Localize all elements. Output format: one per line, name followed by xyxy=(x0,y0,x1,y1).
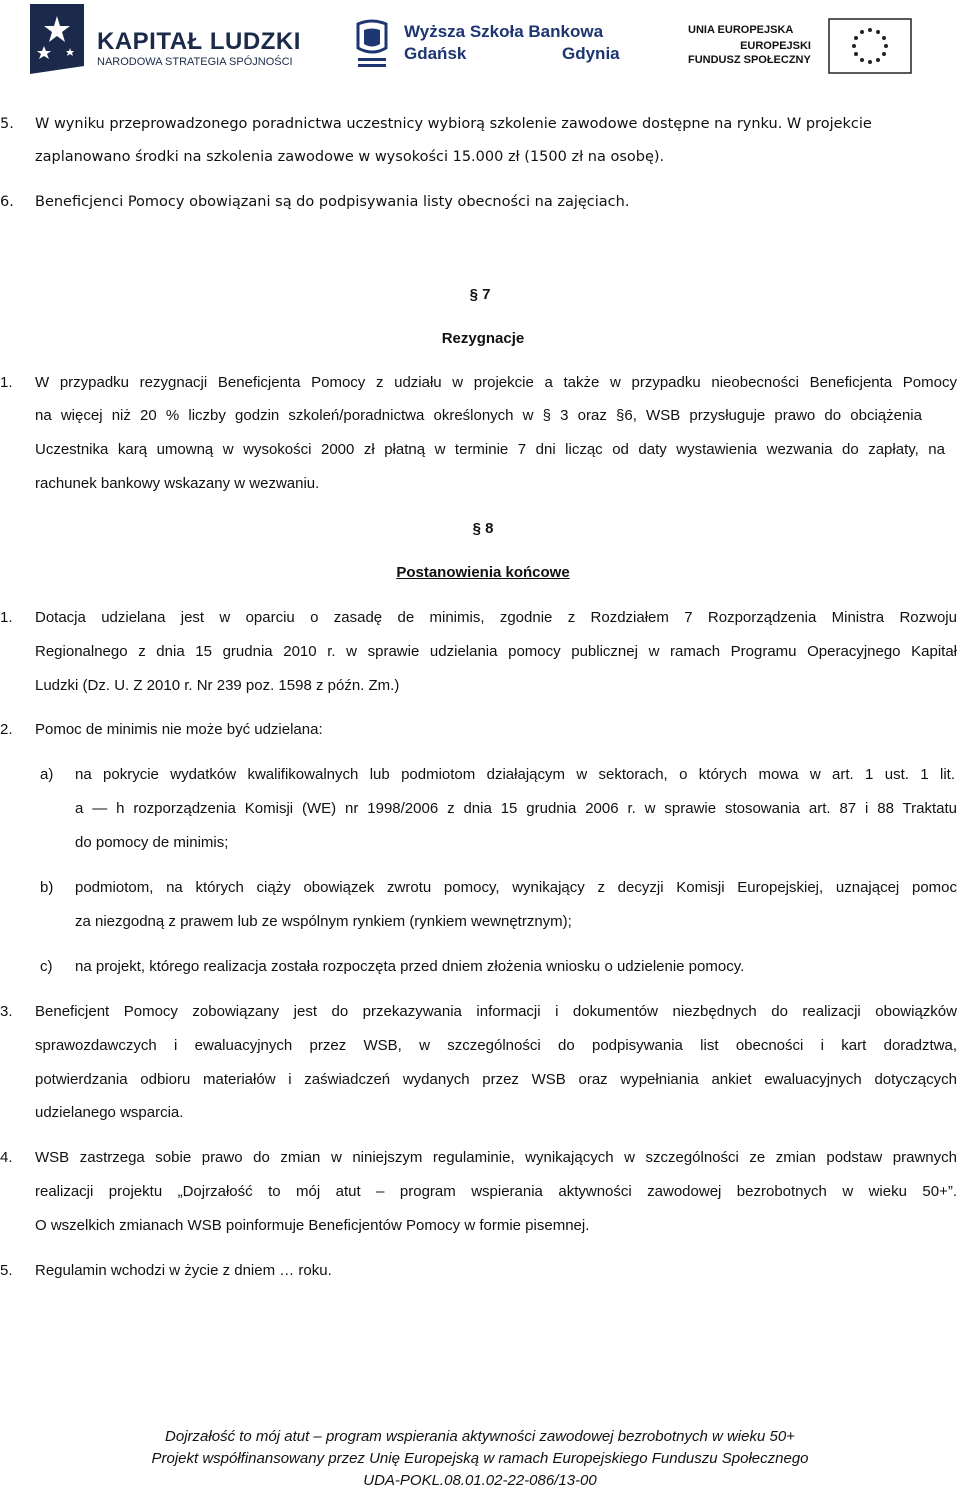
ue-line-3: FUNDUSZ SPOŁECZNY xyxy=(688,54,811,66)
item-text: zaplanowano środki na szkolenia zawodowe w wysokości 15.000 zł (1500 zł na osobę). xyxy=(35,149,665,165)
item-text: Pomoc de minimis nie może być udzielana: xyxy=(35,721,323,738)
item-text: Regionalnego z dnia 15 grudnia 2010 r. w sprawie udzielania pomocy publicznej w ramach Programu Operacyjnego Kapitał xyxy=(35,643,957,660)
item-text: udzielanego wsparcia. xyxy=(35,1104,184,1121)
wsb-name: Wyższa Szkoła Bankowa xyxy=(404,22,604,41)
section-7-heading: § 7 xyxy=(469,286,491,303)
item-text: realizacji projektu „Dojrzałość to mój atut – program wspierania aktywności zawodowej bezrobotnych w wieku 50+”. xyxy=(35,1183,957,1200)
item-text: Dotacja udzielana jest w oparciu o zasadę de minimis, zgodnie z Rozdziałem 7 Rozporządzenia Ministra Rozwoju xyxy=(35,609,957,626)
subitem-label: c) xyxy=(40,958,53,975)
item-text: W wyniku przeprowadzonego poradnictwa uczestnicy wybiorą szkolenie zawodowe dostępne na rynku. W projekcie xyxy=(35,116,872,132)
kapital-ludzki-subtitle: NARODOWA STRATEGIA SPÓJNOŚCI xyxy=(97,56,293,68)
ue-efs-logo xyxy=(688,18,918,76)
subitem-text: podmiotom, na których ciąży obowiązek zwrotu pomocy, wynikający z decyzji Komisji Europejskiej, uznającej pomoc xyxy=(75,879,957,896)
subitem-label: a) xyxy=(40,766,54,783)
item-text: potwierdzania odbioru materiałów i zaświadczeń wydanych przez WSB oraz wypełniania ankiet ewaluacyjnych dotyczących xyxy=(35,1071,957,1088)
subitem-text: a — h rozporządzenia Komisji (WE) nr 1998/2006 z dnia 15 grudnia 2006 r. w sprawie stosowania art. 87 i 88 Traktatu xyxy=(75,800,957,817)
page-header xyxy=(0,0,960,80)
wsb-logo xyxy=(352,18,642,76)
section-7-title: Rezygnacje xyxy=(441,330,525,347)
item-number: 1. xyxy=(0,609,13,626)
wsb-city-gdansk: Gdańsk xyxy=(404,44,467,63)
item-text: rachunek bankowy wskazany w wezwaniu. xyxy=(35,475,320,492)
subitem-text: do pomocy de minimis; xyxy=(75,834,229,851)
section-8-heading: § 8 xyxy=(472,520,494,537)
wsb-emblem-icon xyxy=(352,18,392,72)
footer-project-number: UDA-POKL.08.01.02-22-086/13-00 xyxy=(363,1472,597,1489)
subitem-label: b) xyxy=(40,879,54,896)
item-text: na więcej niż 20 % liczby godzin szkoleń/poradnictwa określonych w § 3 oraz §6, WSB przysługuje prawo do obciążenia xyxy=(35,407,922,424)
subitem-text: na projekt, którego realizacja została rozpoczęta przed dniem złożenia wniosku o udzielenie pomocy. xyxy=(75,958,745,975)
item-number: 5. xyxy=(0,116,14,132)
item-text: Ludzki (Dz. U. Z 2010 r. Nr 239 poz. 1598 z późn. Zm.) xyxy=(35,677,400,694)
kapital-ludzki-title: KAPITAŁ LUDZKI xyxy=(97,28,301,55)
item-text: sprawozdawczych i ewaluacyjnych przez WSB, w szczególności do podpisywania list obecności i kart doradztwa, xyxy=(35,1037,957,1054)
item-number: 3. xyxy=(0,1003,13,1020)
kapital-ludzki-emblem-icon xyxy=(30,4,84,74)
item-number: 2. xyxy=(0,721,13,738)
item-text: O wszelkich zmianach WSB poinformuje Beneficjentów Pomocy w formie pisemnej. xyxy=(35,1217,590,1234)
wsb-city-gdynia: Gdynia xyxy=(562,44,620,63)
eu-flag-icon xyxy=(828,18,912,74)
item-number: 6. xyxy=(0,194,14,210)
item-number: 5. xyxy=(0,1262,13,1279)
section-8-title: Postanowienia końcowe xyxy=(396,564,570,581)
item-text: Uczestnika karą umowną w wysokości 2000 zł płatną w terminie 7 dni licząc od daty wystawienia wezwania do zapłaty, na xyxy=(35,441,945,458)
footer-line-2: Projekt współfinansowany przez Unię Europejską w ramach Europejskiego Funduszu Społecznego xyxy=(151,1450,809,1467)
ue-line-2: EUROPEJSKI xyxy=(740,40,811,52)
ue-line-1: UNIA EUROPEJSKA xyxy=(688,24,794,36)
kapital-ludzki-logo xyxy=(22,0,302,78)
item-text: Beneficjent Pomocy zobowiązany jest do przekazywania informacji i dokumentów niezbędnych do realizacji obowiązków xyxy=(35,1003,957,1020)
footer-line-1: Dojrzałość to mój atut – program wspierania aktywności zawodowej bezrobotnych w wieku 50+ xyxy=(165,1428,795,1445)
item-text: W przypadku rezygnacji Beneficjenta Pomocy z udziału w projekcie a także w przypadku nieobecności Beneficjenta Pomocy xyxy=(35,374,957,391)
item-number: 1. xyxy=(0,374,13,391)
subitem-text: za niezgodną z prawem lub ze wspólnym rynkiem (rynkiem wewnętrznym); xyxy=(75,913,572,930)
item-number: 4. xyxy=(0,1149,13,1166)
item-text: WSB zastrzega sobie prawo do zmian w niniejszym regulaminie, wynikających w szczególności ze zmian podstaw prawnych xyxy=(35,1149,957,1166)
item-text: Beneficjenci Pomocy obowiązani są do podpisywania listy obecności na zajęciach. xyxy=(35,194,630,210)
item-text: Regulamin wchodzi w życie z dniem … roku. xyxy=(35,1262,332,1279)
subitem-text: na pokrycie wydatków kwalifikowalnych lub podmiotom działającym w sektorach, o których mowa w art. 1 ust. 1 lit. xyxy=(75,766,955,783)
